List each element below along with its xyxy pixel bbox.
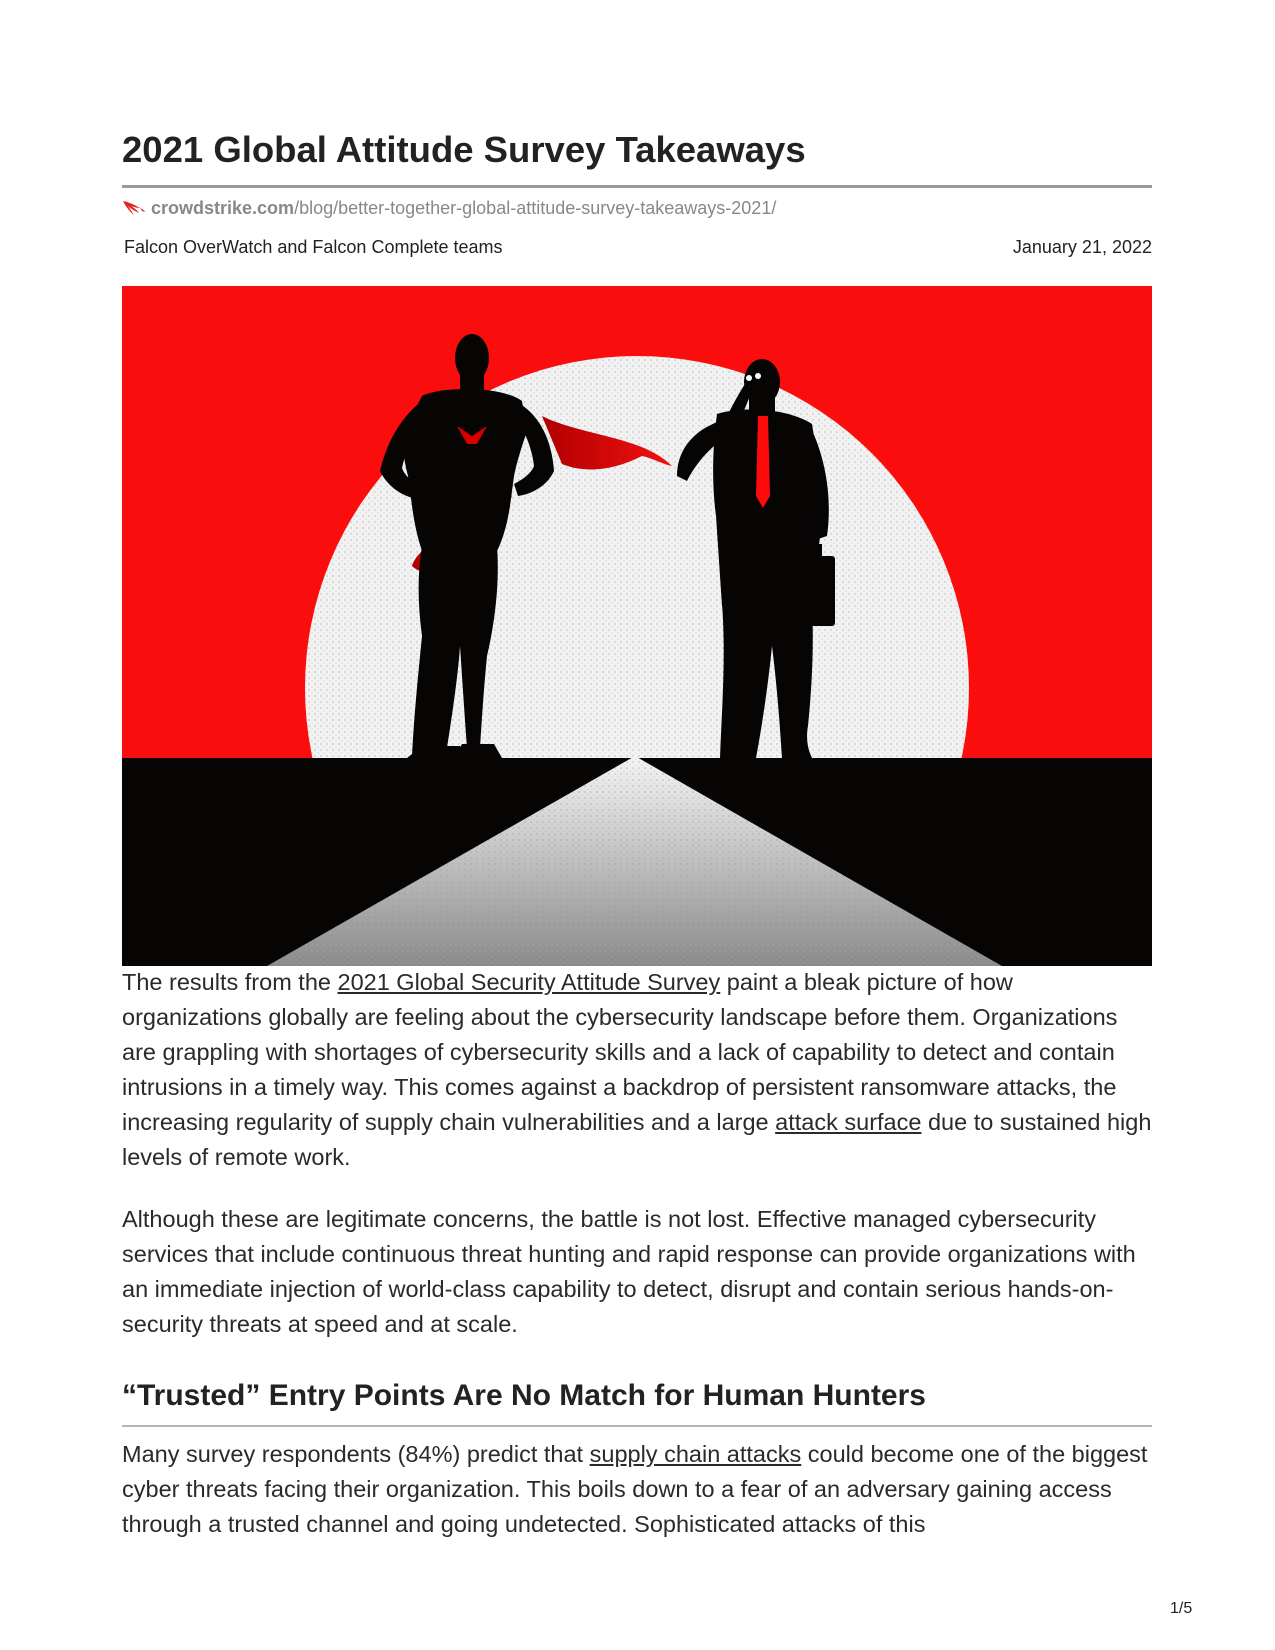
- paragraph-intro-text-2: paint a bleak picture of how organizations globally are feeling about the cybersecurity landscape before them. Organizations are grappling with shortages of cybersecurity skills and a lack of capability to detect and contain intrusions in a timely way. This comes against a backdrop of persistent ransomware attacks, the increasing regularity of supply chain vulnerabilities and a large: [122, 969, 1118, 1135]
- source-url[interactable]: [122, 198, 776, 220]
- paragraph-intro-text-3: due to sustained high levels of remote work.: [122, 1109, 1152, 1170]
- section-heading: “Trusted” Entry Points Are No Match for Human Hunters: [122, 1379, 926, 1412]
- source-domain[interactable]: crowdstrike.com: [151, 198, 295, 218]
- paragraph-intro: [122, 965, 1152, 1175]
- title-divider: [122, 185, 1152, 188]
- paragraph-supply-chain: [122, 1437, 1152, 1542]
- byline: [122, 237, 1152, 259]
- paragraph-supply-text-1: Many survey respondents (84%) predict that: [122, 1441, 590, 1467]
- supply-chain-attacks-link[interactable]: supply chain attacks: [589, 1441, 802, 1467]
- attack-surface-link[interactable]: attack surface: [775, 1109, 922, 1135]
- hero-image: [122, 286, 1152, 966]
- page-number: 1/5: [1170, 1600, 1193, 1617]
- publish-date: January 21, 2022: [1012, 237, 1152, 257]
- crowdstrike-falcon-icon: [122, 199, 146, 217]
- paragraph-supply-text-2: could become one of the biggest cyber threats facing their organization. This boils down to a fear of an adversary gaining access through a trusted channel and going undetected. Sophisticated attacks of this: [122, 1441, 1148, 1537]
- author: Falcon OverWatch and Falcon Complete teams: [124, 237, 503, 257]
- paragraph-concerns: Although these are legitimate concerns, the battle is not lost. Effective managed cybersecurity services that include continuous threat hunting and rapid response can provide organizations with an immediate injection of world-class capability to detect, disrupt and contain serious hands-on-security threats at speed and at scale.: [122, 1206, 1136, 1337]
- article-title: 2021 Global Attitude Survey Takeaways: [122, 129, 806, 170]
- source-path[interactable]: /blog/better-together-global-attitude-survey-takeaways-2021/: [294, 198, 777, 218]
- paragraph-intro-text-1: The results from the: [122, 969, 338, 995]
- section-divider: [122, 1425, 1152, 1427]
- survey-link[interactable]: 2021 Global Security Attitude Survey: [337, 969, 721, 995]
- hero-illustration: [122, 286, 1152, 966]
